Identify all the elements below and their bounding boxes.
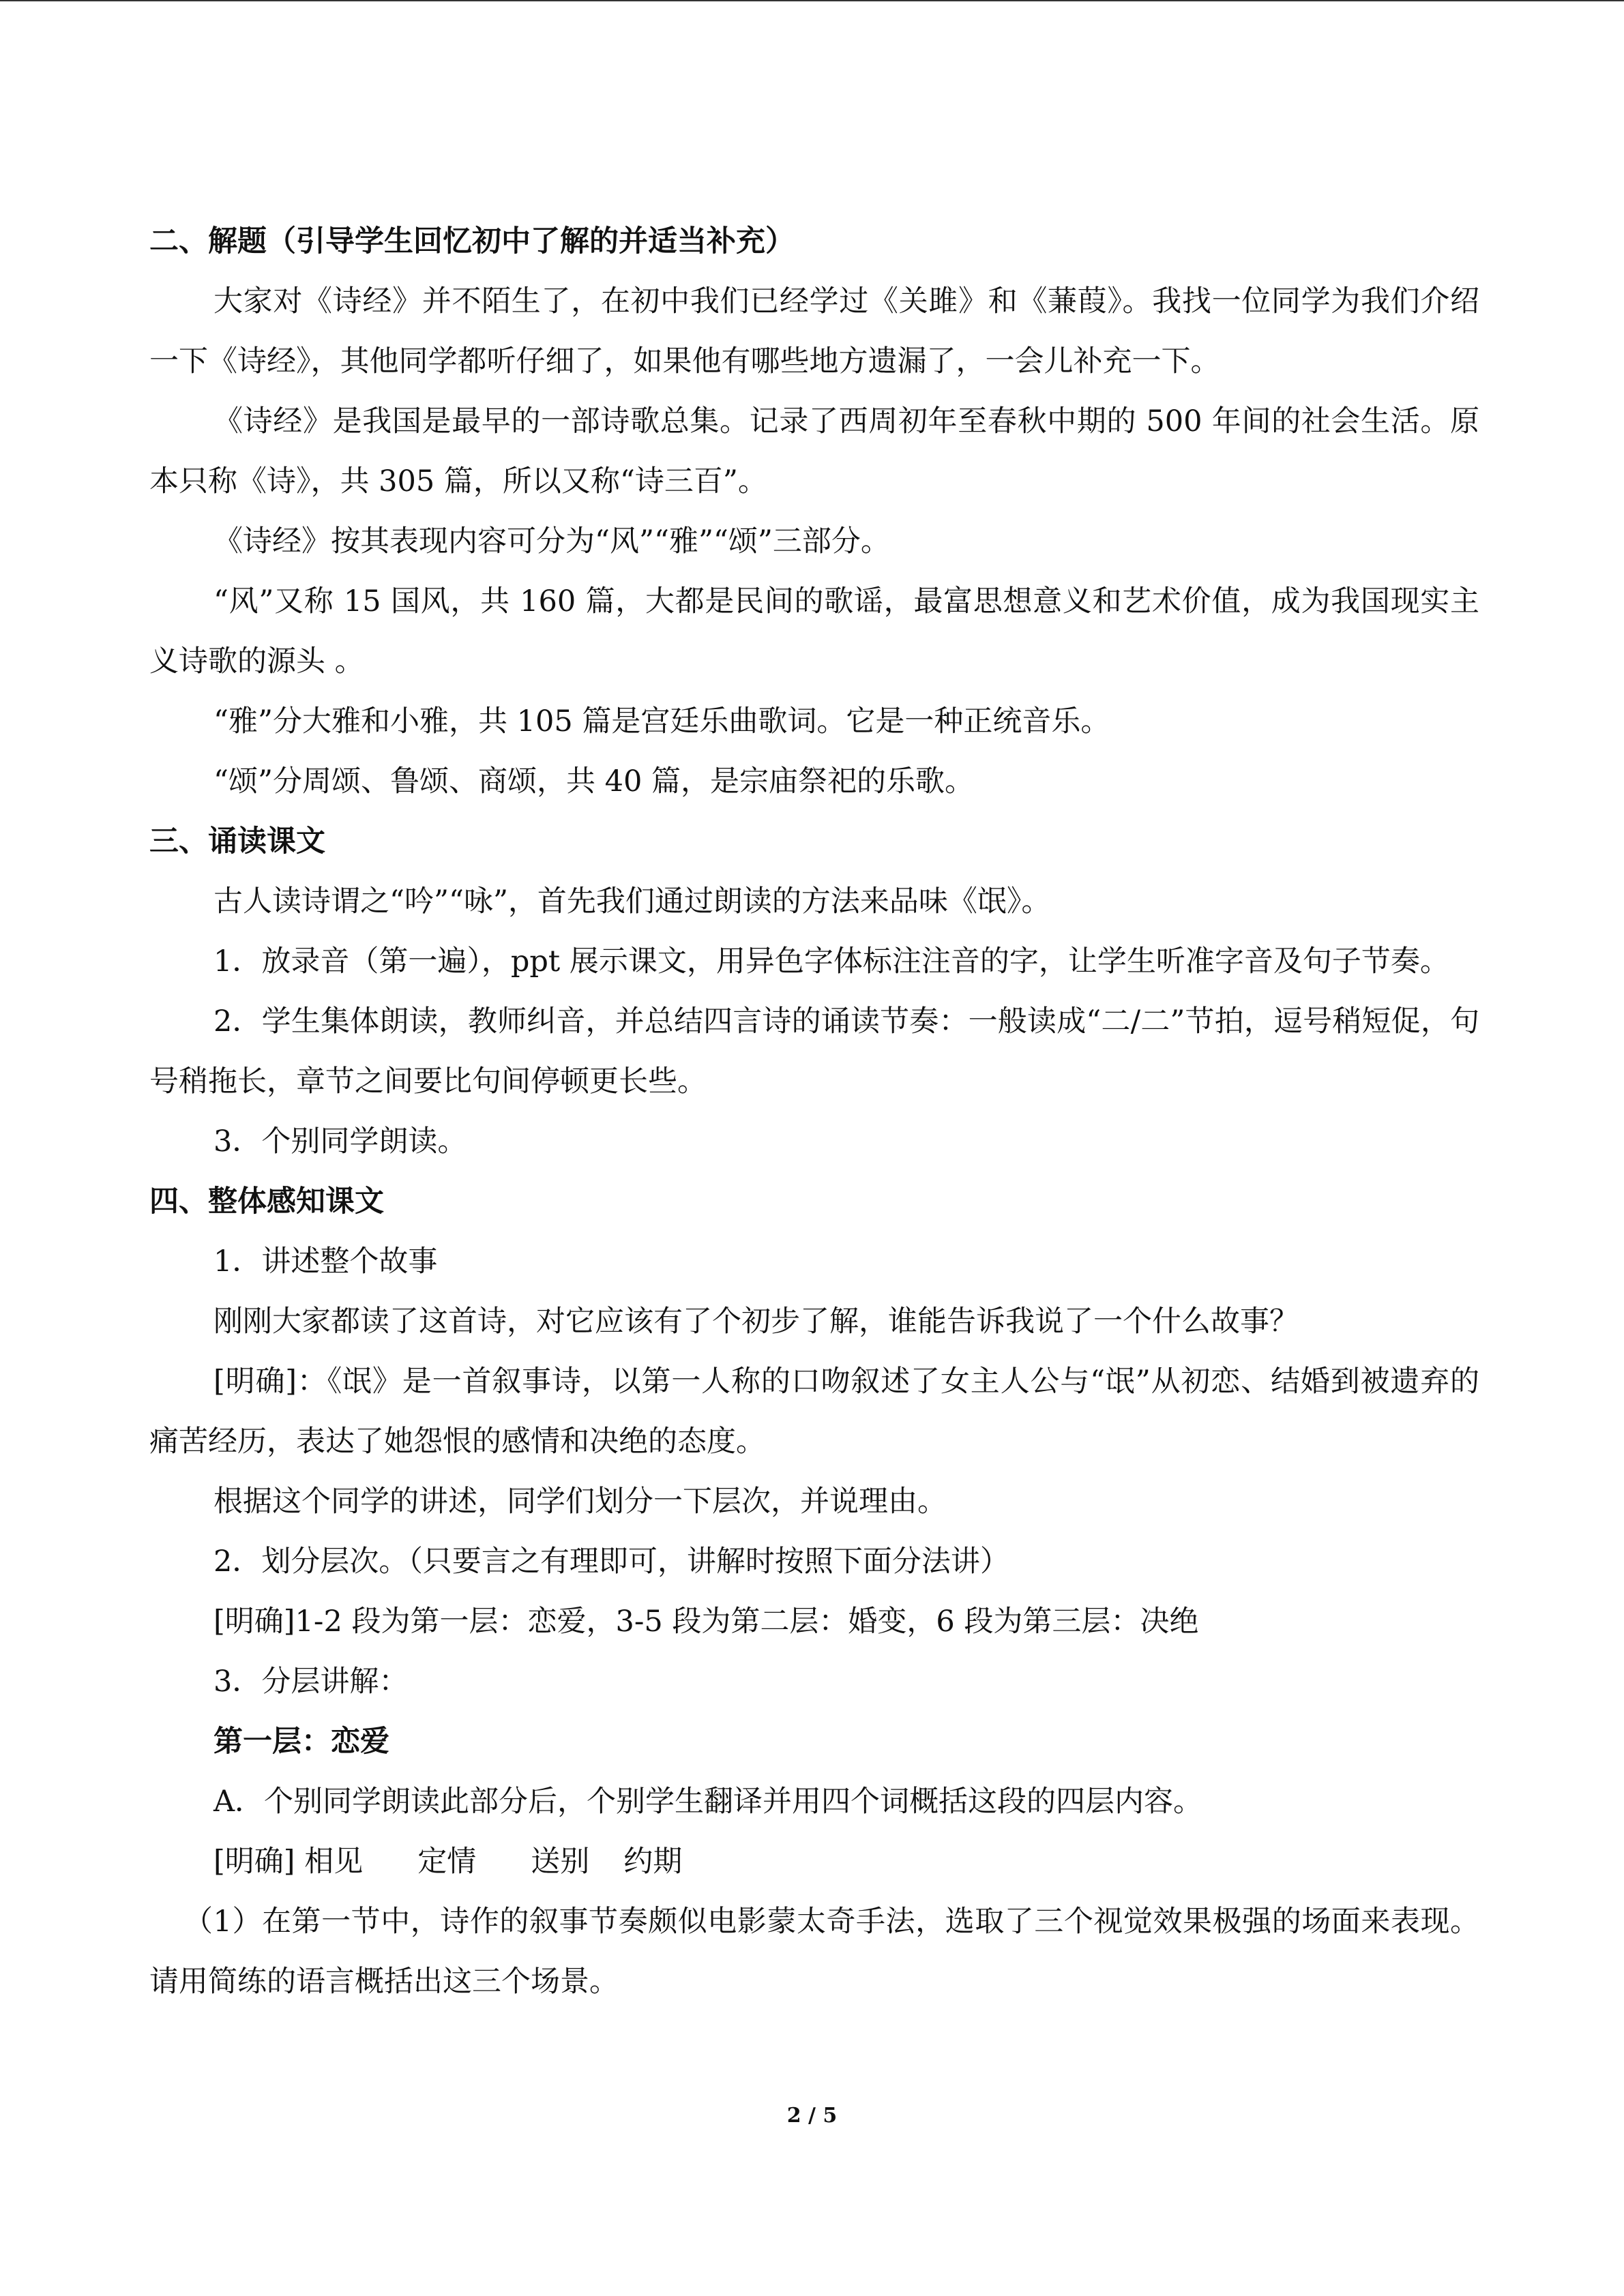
paragraph: [明确]：《氓》是一首叙事诗，以第一人称的口吻叙述了女主人公与“氓”从初恋、结婚到被遗弃的痛苦经历，表达了她怨恨的感情和决绝的态度。: [149, 1365, 1479, 1459]
paragraph: 1．放录音（第一遍），ppt 展示课文，用异色字体标注注音的字，让学生听准字音及句子节奏。: [213, 944, 1449, 979]
keywords-label: [明确]: [213, 1845, 295, 1879]
paragraph: 《诗经》按其表现内容可分为“风”“雅”“颂”三部分。: [213, 524, 890, 558]
layer-heading: 第一层：恋爱: [213, 1725, 389, 1759]
section-heading-3: 三、诵读课文: [149, 824, 325, 859]
section-heading-2: 二、解题（引导学生回忆初中了解的并适当补充）: [149, 224, 795, 258]
paragraph: 刚刚大家都读了这首诗，对它应该有了个初步了解，谁能告诉我说了一个什么故事？: [213, 1304, 1299, 1339]
paragraph: 2．学生集体朗读，教师纠音，并总结四言诗的诵读节奏：一般读成“二/二”节拍，逗号稍短促，句号稍拖长，章节之间要比句间停顿更长些。: [149, 1004, 1479, 1099]
paragraph: 古人读诗谓之“吟”“咏”，首先我们通过朗读的方法来品味《氓》。: [213, 884, 1051, 919]
section-heading-4: 四、整体感知课文: [149, 1184, 384, 1219]
paragraph: [明确]1-2 段为第一层：恋爱，3-5 段为第二层：婚变，6 段为第三层：决绝: [213, 1605, 1199, 1639]
keyword: 约期: [623, 1845, 683, 1879]
paragraph: A．个别同学朗读此部分后，个别学生翻译并用四个词概括这段的四层内容。: [213, 1785, 1203, 1819]
paragraph: 2．划分层次。（只要言之有理即可，讲解时按照下面分法讲）: [213, 1545, 1009, 1579]
paragraph: “雅”分大雅和小雅，共 105 篇是宫廷乐曲歌词。它是一种正统音乐。: [213, 704, 1110, 739]
paragraph: （1）在第一节中，诗作的叙事节奏颇似电影蒙太奇手法，选取了三个视觉效果极强的场面来表现。请用简练的语言概括出这三个场景。: [149, 1905, 1479, 1999]
paragraph: 1．讲述整个故事: [213, 1244, 438, 1279]
paragraph: “颂”分周颂、鲁颂、商颂，共 40 篇，是宗庙祭祀的乐歌。: [213, 764, 975, 799]
paragraph: “风”又称 15 国风，共 160 篇，大都是民间的歌谣，最富思想意义和艺术价值，成为我国现实主义诗歌的源头 。: [149, 584, 1479, 679]
paragraph: 根据这个同学的讲述，同学们划分一下层次，并说理由。: [213, 1485, 947, 1519]
page-top-border: [0, 0, 1624, 1]
keyword: 相见: [304, 1845, 364, 1879]
keyword: 定情: [417, 1845, 477, 1879]
paragraph: 大家对《诗经》并不陌生了，在初中我们已经学过《关雎》和《蒹葭》。我找一位同学为我们介绍一下《诗经》，其他同学都听仔细了，如果他有哪些地方遗漏了，一会儿补充一下。: [149, 284, 1479, 378]
paragraph: 3．分层讲解：: [213, 1665, 409, 1699]
page-number: 2 / 5: [786, 2104, 838, 2128]
paragraph: 3．个别同学朗读。: [213, 1124, 467, 1159]
paragraph: 《诗经》是我国是最早的一部诗歌总集。记录了西周初年至春秋中期的 500 年间的社会生活。原本只称《诗》，共 305 篇，所以又称“诗三百”。: [149, 404, 1479, 498]
page-content: [149, 211, 1479, 2012]
keyword: 送别: [531, 1845, 590, 1879]
keywords-paragraph: [149, 1832, 1479, 1892]
